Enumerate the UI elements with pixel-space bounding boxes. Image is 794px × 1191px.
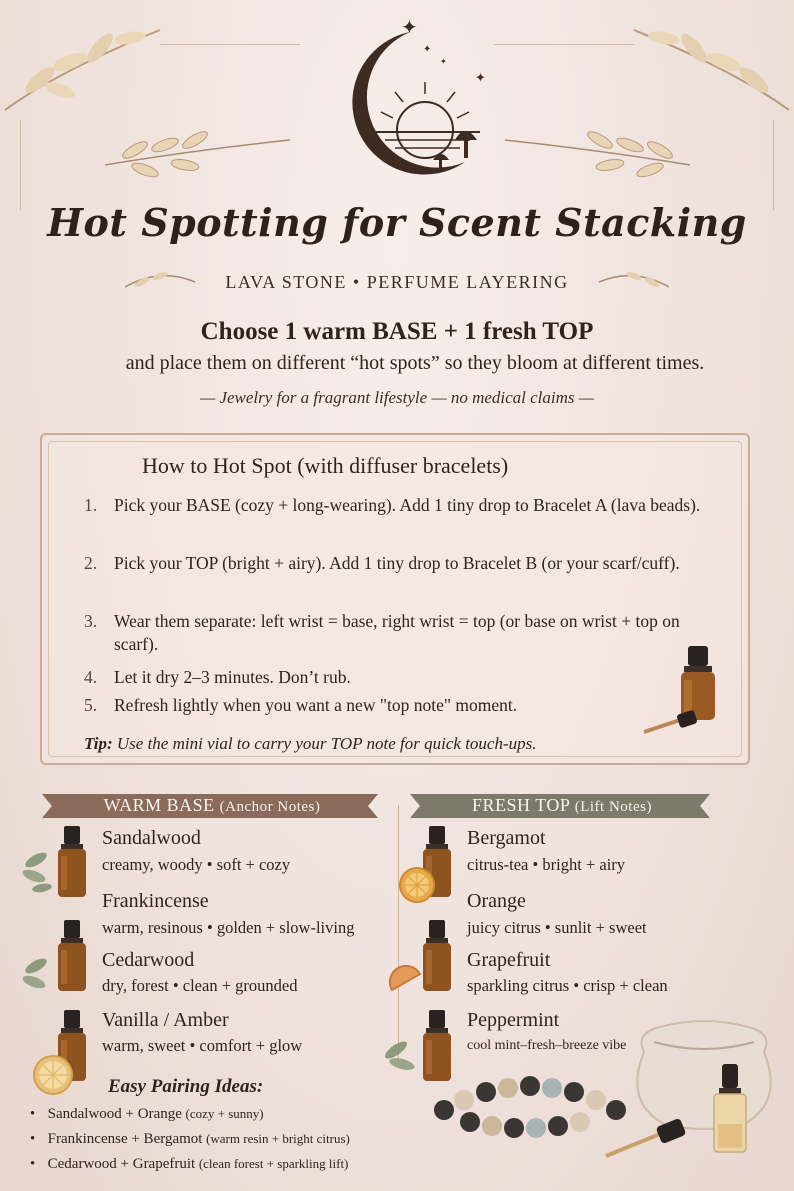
pairing-item (30, 1131, 350, 1148)
pairing-item (30, 1156, 348, 1173)
pairing-item (30, 1106, 264, 1123)
step-text: Wear them separate: left wrist = base, right wrist = top (or base on wrist + top on scarf). (114, 611, 680, 654)
svg-text:✦: ✦ (440, 57, 447, 66)
pairing-names: Cedarwood + Grapefruit (47, 1156, 196, 1172)
fresh-note-desc: juicy citrus • sunlit + sweet (467, 918, 647, 937)
orange-slice-icon (32, 1054, 74, 1096)
bullet-icon: • (30, 1156, 36, 1172)
warm-note-desc: warm, resinous • golden + slow-living (102, 918, 355, 937)
headline: Choose 1 warm BASE + 1 fresh TOP (200, 318, 594, 345)
leaf-icon (18, 846, 58, 896)
warm-note-name: Frankincense (102, 890, 209, 912)
mini-vial-icon (708, 1064, 752, 1156)
grapefruit-slice-icon (388, 960, 424, 996)
howto-step (84, 494, 724, 517)
page-subtitle: LAVA STONE • PERFUME LAYERING (225, 272, 569, 292)
leaf-icon (16, 950, 56, 1000)
step-text: Refresh lightly when you want a new "top note" moment. (114, 695, 518, 715)
howto-step (84, 552, 724, 575)
frame-line-top-right (494, 44, 634, 45)
step-number: 2. (84, 553, 98, 573)
tip-text: Use the mini vial to carry your TOP note for quick touch-ups. (116, 734, 537, 753)
fresh-note-name: Orange (467, 890, 526, 912)
mint-leaf-icon (380, 1036, 424, 1076)
pairing-names: Frankincense + Bergamot (47, 1131, 203, 1147)
tip-line (84, 734, 537, 754)
frame-line-top-left (160, 44, 300, 45)
leaf-sprig-right-icon (500, 110, 700, 180)
svg-text:✦: ✦ (401, 15, 418, 39)
warm-base-subtitle: (Anchor Notes) (219, 799, 321, 815)
step-number: 3. (84, 611, 98, 631)
orange-slice-icon (398, 866, 436, 904)
page-title: Hot Spotting for Scent Stacking (47, 200, 747, 245)
tagline: — Jewelry for a fragrant lifestyle — no medical claims — (200, 388, 594, 407)
sandalwood-bottle-icon (55, 826, 89, 900)
howto-step (84, 666, 724, 689)
tip-label: Tip: (84, 734, 113, 753)
step-text: Let it dry 2–3 minutes. Don’t rub. (114, 667, 351, 687)
pairing-desc: (clean forest + sparkling lift) (198, 1156, 349, 1171)
frankincense-bottle-icon (55, 920, 89, 994)
leaf-branch-top-right-icon (624, 10, 794, 120)
pairing-desc: (cozy + sunny) (185, 1106, 264, 1121)
step-text: Pick your TOP (bright + airy). Add 1 tiny drop to Bracelet B (or your scarf/cuff). (114, 553, 680, 573)
warm-note-desc: dry, forest • clean + grounded (102, 976, 298, 995)
subheadline: and place them on different “hot spots” so they bloom at different times. (125, 352, 705, 374)
pairing-desc: (warm resin + bright citrus) (206, 1131, 350, 1146)
fresh-note-name: Bergamot (467, 827, 546, 849)
dropper-icon (600, 1118, 690, 1162)
leaf-sprig-left-icon (95, 110, 295, 180)
linen-pouch-icon (624, 1012, 784, 1132)
fresh-top-subtitle: (Lift Notes) (574, 799, 652, 815)
bullet-icon: • (30, 1106, 36, 1122)
step-number: 1. (84, 495, 98, 515)
grapefruit-bottle-icon (420, 920, 454, 994)
fresh-top-title: FRESH TOP (472, 795, 570, 815)
howto-title: How to Hot Spot (with diffuser bracelets) (142, 453, 509, 478)
frame-line-right (773, 120, 774, 210)
column-divider (398, 805, 399, 1060)
warm-note-desc: creamy, woody • soft + cozy (102, 855, 291, 874)
howto-step (84, 610, 724, 656)
fresh-note-name: Grapefruit (467, 949, 551, 971)
warm-note-name: Vanilla / Amber (102, 1009, 229, 1031)
pairing-names: Sandalwood + Orange (47, 1106, 182, 1122)
pairing-title: Easy Pairing Ideas: (108, 1076, 264, 1097)
step-number: 4. (84, 667, 98, 687)
howto-step (84, 694, 724, 717)
warm-note-name: Cedarwood (102, 949, 195, 971)
step-text: Pick your BASE (cozy + long-wearing). Add 1 tiny drop to Bracelet A (lava beads). (114, 495, 701, 515)
warm-note-desc: warm, sweet • comfort + glow (102, 1036, 303, 1055)
svg-text:✦: ✦ (475, 71, 486, 86)
warm-note-name: Sandalwood (102, 827, 201, 849)
fresh-note-desc: citrus-tea • bright + airy (467, 855, 626, 874)
warm-base-heading (52, 792, 372, 818)
fresh-note-desc: sparkling citrus • crisp + clean (467, 976, 668, 995)
warm-base-title: WARM BASE (103, 795, 215, 815)
dropper-icon (640, 710, 700, 740)
leaf-branch-top-left-icon (0, 10, 170, 120)
frame-line-left (20, 120, 21, 210)
moon-sun-emblem-icon (315, 12, 495, 192)
svg-text:✦: ✦ (423, 44, 432, 55)
fresh-top-heading (420, 792, 704, 818)
fresh-note-desc: cool mint–fresh–breeze vibe (467, 1038, 627, 1053)
fresh-note-name: Peppermint (467, 1009, 560, 1031)
bullet-icon: • (30, 1131, 36, 1147)
step-number: 5. (84, 695, 98, 715)
